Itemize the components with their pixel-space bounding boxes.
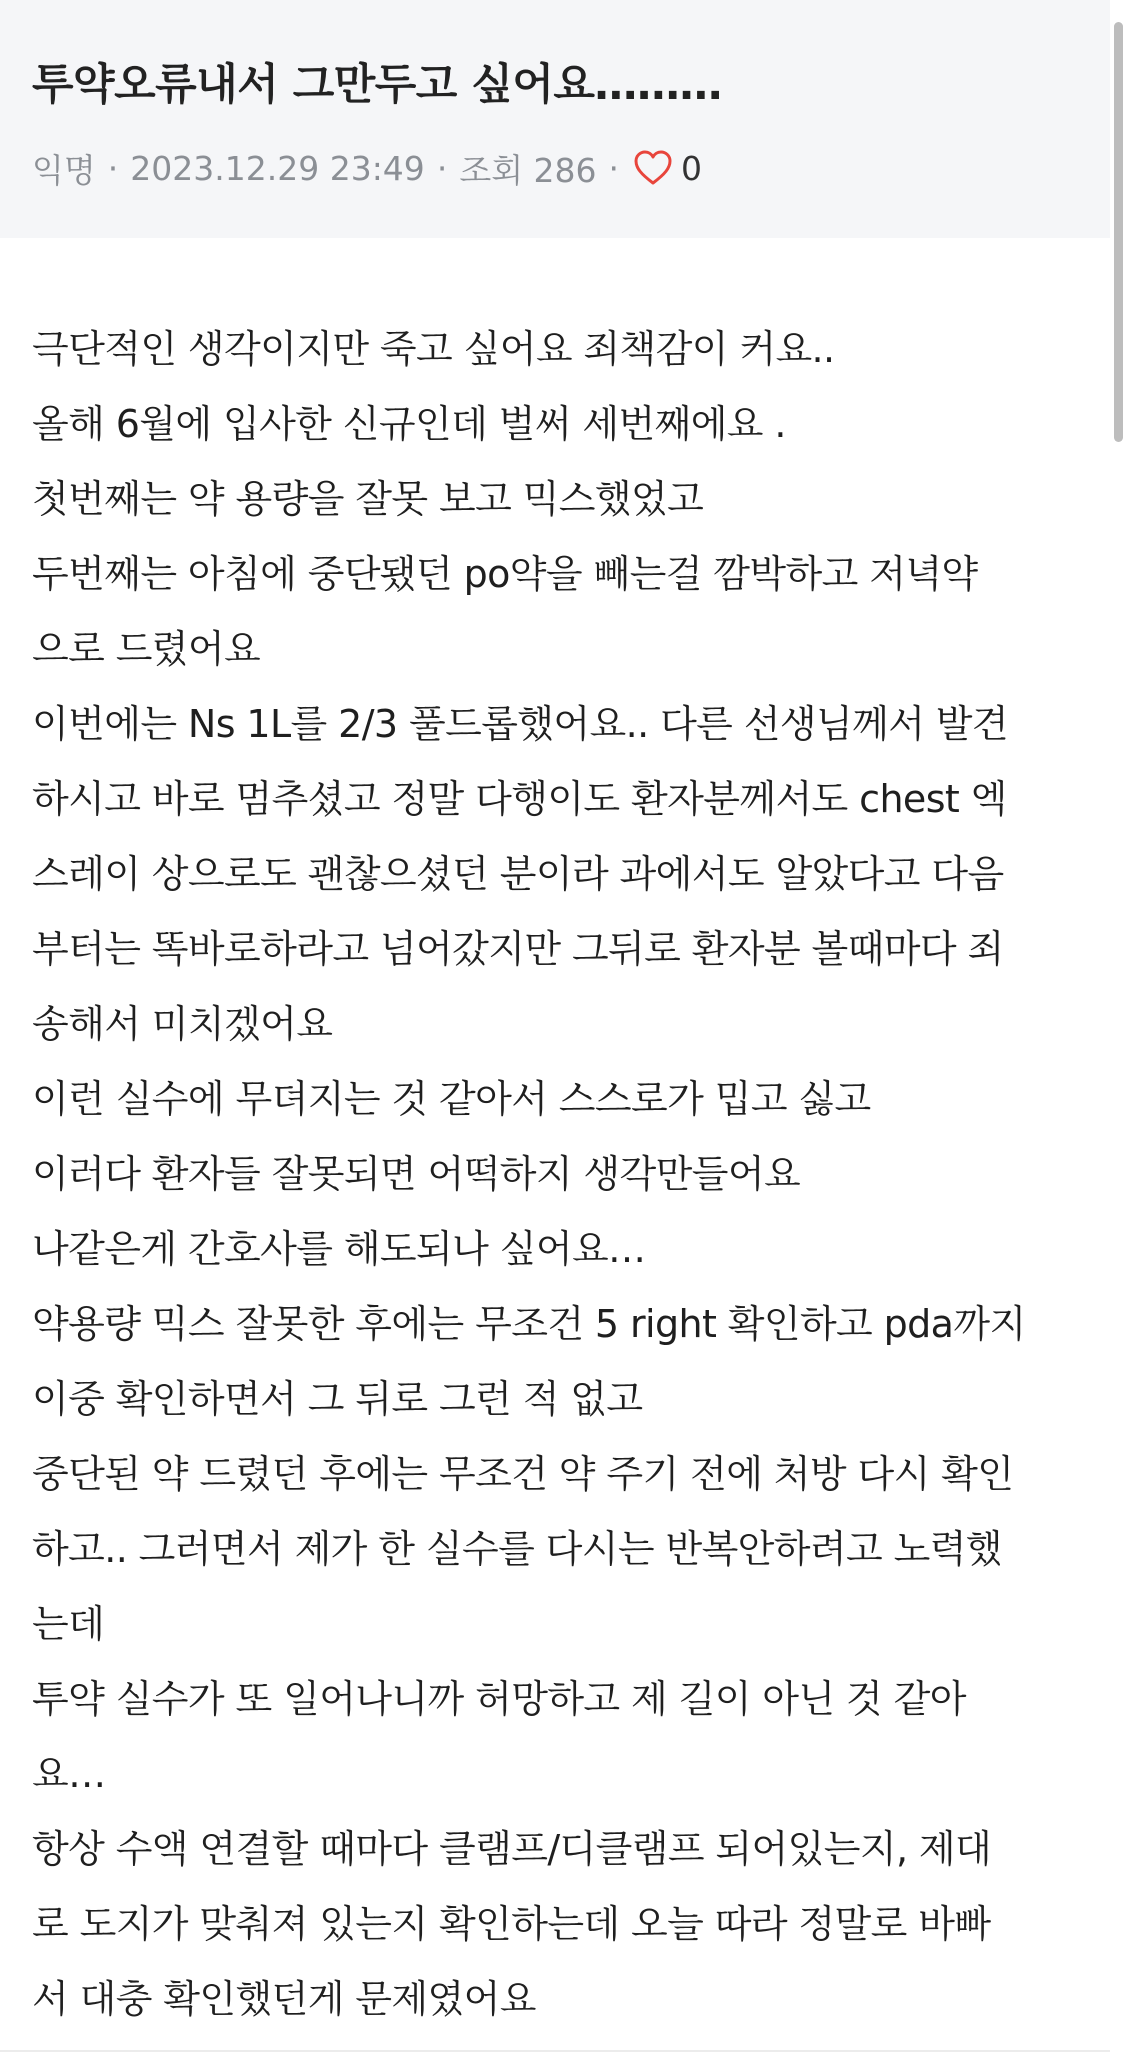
body-line: 이런 실수에 무뎌지는 것 같아서 스스로가 밉고 싫고 <box>32 1077 871 1121</box>
like-count: 0 <box>681 148 703 188</box>
meta-separator: · <box>107 148 119 188</box>
body-line: 이러다 환자들 잘못되면 어떡하지 생각만들어요 <box>32 1152 801 1196</box>
post-header <box>0 0 1110 238</box>
body-line: 요… <box>32 1752 106 1796</box>
body-line: 로 도지가 맞춰져 있는지 확인하는데 오늘 따라 정말로 바빠 <box>32 1902 991 1946</box>
body-line: 스레이 상으로도 괜찮으셨던 분이라 과에서도 알았다고 다음 <box>32 852 1004 896</box>
body-line: 극단적인 생각이지만 죽고 싶어요 죄책감이 커요.. <box>32 327 835 371</box>
body-line: 송해서 미치겠어요 <box>32 1002 333 1046</box>
post-title: 투약오류내서 그만두고 싶어요……… <box>32 60 722 110</box>
body-line: 으로 드렸어요 <box>32 627 261 671</box>
meta-separator: · <box>608 148 620 188</box>
body-line: 서 대충 확인했던게 문제였어요 <box>32 1977 536 2021</box>
post-meta <box>32 140 702 196</box>
body-line: 항상 수액 연결할 때마다 클램프/디클램프 되어있는지, 제대 <box>32 1827 992 1871</box>
author-name: 익명 <box>32 150 96 190</box>
body-line: 올해 6월에 입사한 신규인데 벌써 세번째에요 . <box>32 402 786 446</box>
body-line: 이중 확인하면서 그 뒤로 그런 적 없고 <box>32 1377 643 1421</box>
post-body <box>32 312 1052 2037</box>
scrollbar-thumb[interactable] <box>1114 22 1123 442</box>
body-line: 부터는 똑바로하라고 넘어갔지만 그뒤로 환자분 볼때마다 죄 <box>32 927 1004 971</box>
meta-separator: · <box>436 148 448 188</box>
body-line: 첫번째는 약 용량을 잘못 보고 믹스했었고 <box>32 477 704 521</box>
body-line: 하고.. 그러면서 제가 한 실수를 다시는 반복안하려고 노력했 <box>32 1527 1002 1571</box>
body-line: 두번째는 아침에 중단됐던 po약을 빼는걸 깜박하고 저녁약 <box>32 552 978 596</box>
divider <box>0 2050 1110 2052</box>
body-line: 하시고 바로 멈추셨고 정말 다행이도 환자분께서도 chest 엑 <box>32 777 1007 821</box>
view-count: 조회 286 <box>459 150 597 190</box>
body-line: 는데 <box>32 1602 105 1646</box>
scrollbar[interactable] <box>1110 0 1125 2065</box>
body-line: 투약 실수가 또 일어나니까 허망하고 제 길이 아닌 것 같아 <box>32 1677 966 1721</box>
post-datetime: 2023.12.29 23:49 <box>130 148 425 188</box>
body-line: 나같은게 간호사를 해도되나 싶어요… <box>32 1227 646 1271</box>
heart-icon[interactable] <box>633 150 673 186</box>
body-line: 약용량 믹스 잘못한 후에는 무조건 5 right 확인하고 pda까지 <box>32 1302 1026 1346</box>
body-line: 중단된 약 드렸던 후에는 무조건 약 주기 전에 처방 다시 확인 <box>32 1452 1014 1496</box>
body-line: 이번에는 Ns 1L를 2/3 풀드롭했어요.. 다른 선생님께서 발견 <box>32 702 1009 746</box>
